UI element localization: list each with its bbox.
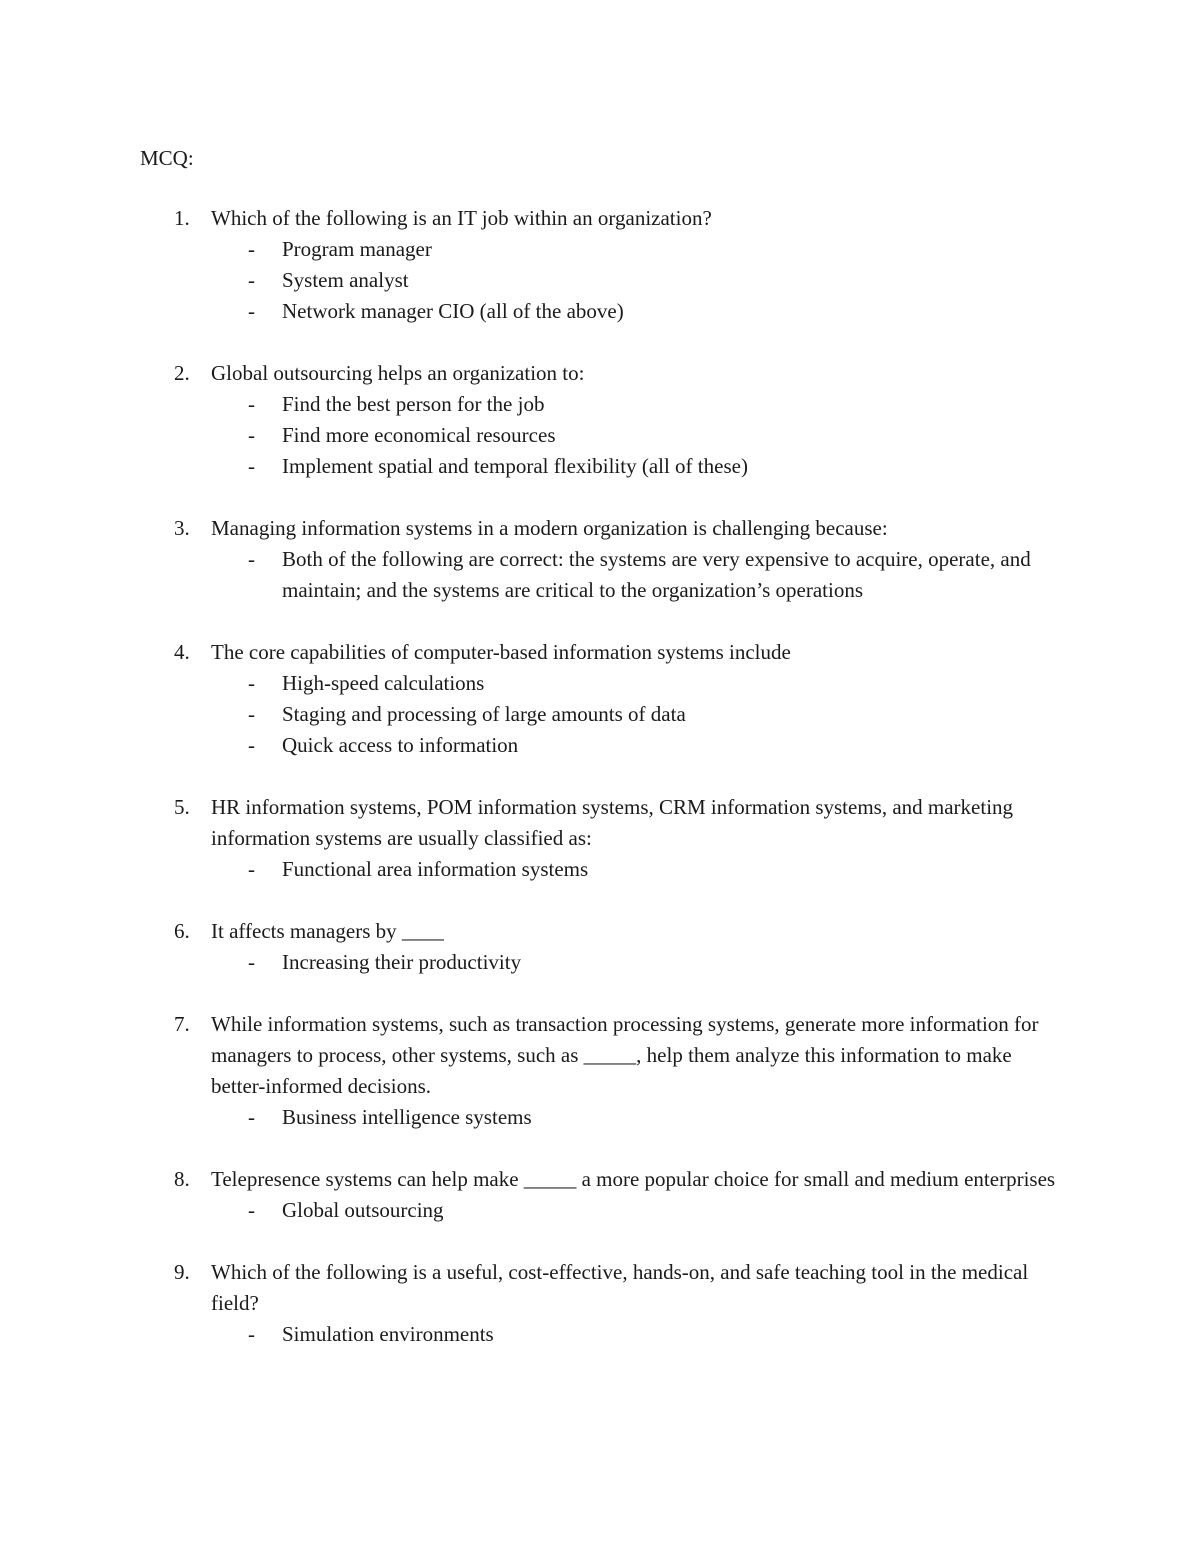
question-text: Telepresence systems can help make _____ a more popular choice for small and medium enterprises — [211, 1167, 1056, 1191]
question-number: 9. — [174, 1260, 190, 1284]
answer-item — [0, 234, 1200, 265]
question-item — [0, 1009, 1200, 1133]
dash-bullet-icon: - — [248, 1322, 255, 1346]
answer-text: Business intelligence systems — [282, 1105, 532, 1129]
answer-item — [0, 730, 1200, 761]
question-item — [0, 916, 1200, 978]
question-item — [0, 203, 1200, 327]
question-text: It affects managers by ____ — [211, 919, 444, 943]
dash-bullet-icon: - — [248, 733, 255, 757]
answer-list — [0, 1319, 1200, 1350]
question-number: 3. — [174, 516, 190, 540]
answer-item — [0, 1195, 1200, 1226]
answer-item — [0, 544, 1200, 606]
answer-item — [0, 265, 1200, 296]
answer-list — [0, 947, 1200, 978]
question-number: 4. — [174, 640, 190, 664]
question-number: 2. — [174, 361, 190, 385]
question-text: The core capabilities of computer-based information systems include — [211, 640, 791, 664]
answer-text: Increasing their productivity — [282, 950, 522, 974]
question-item — [0, 513, 1200, 606]
dash-bullet-icon: - — [248, 547, 255, 571]
question-text: While information systems, such as transaction processing systems, generate more information for managers to process, other systems, such as _____, help them analyze this information to make better-informed decisions. — [211, 1012, 1039, 1098]
dash-bullet-icon: - — [248, 1198, 255, 1222]
answer-text: Functional area information systems — [282, 857, 589, 881]
answer-list — [0, 668, 1200, 761]
answer-text: Global outsourcing — [282, 1198, 444, 1222]
question-list — [0, 203, 1200, 1381]
answer-item — [0, 947, 1200, 978]
dash-bullet-icon: - — [248, 299, 255, 323]
answer-list — [0, 234, 1200, 327]
answer-text: High-speed calculations — [282, 671, 485, 695]
question-text: Which of the following is an IT job within an organization? — [211, 206, 712, 230]
answer-item — [0, 296, 1200, 327]
answer-text: Quick access to information — [282, 733, 519, 757]
question-item — [0, 637, 1200, 761]
question-text: Global outsourcing helps an organization to: — [211, 361, 585, 385]
dash-bullet-icon: - — [248, 237, 255, 261]
question-number: 6. — [174, 919, 190, 943]
answer-item — [0, 699, 1200, 730]
dash-bullet-icon: - — [248, 423, 255, 447]
question-number: 1. — [174, 206, 190, 230]
question-item — [0, 358, 1200, 482]
answer-item — [0, 389, 1200, 420]
answer-text: Network manager CIO (all of the above) — [282, 299, 624, 323]
question-item — [0, 1257, 1200, 1350]
dash-bullet-icon: - — [248, 702, 255, 726]
answer-item — [0, 1102, 1200, 1133]
answer-text: Staging and processing of large amounts of data — [282, 702, 686, 726]
dash-bullet-icon: - — [248, 268, 255, 292]
question-text: Which of the following is a useful, cost-effective, hands-on, and safe teaching tool in the medical field? — [211, 1260, 1029, 1315]
answer-list — [0, 854, 1200, 885]
answer-text: System analyst — [282, 268, 409, 292]
answer-list — [0, 544, 1200, 606]
dash-bullet-icon: - — [248, 392, 255, 416]
answer-text: Find the best person for the job — [282, 392, 545, 416]
answer-item — [0, 1319, 1200, 1350]
question-number: 8. — [174, 1167, 190, 1191]
answer-list — [0, 1102, 1200, 1133]
answer-item — [0, 451, 1200, 482]
dash-bullet-icon: - — [248, 857, 255, 881]
question-number: 7. — [174, 1012, 190, 1036]
question-text: Managing information systems in a modern organization is challenging because: — [211, 516, 888, 540]
question-item — [0, 792, 1200, 885]
dash-bullet-icon: - — [248, 1105, 255, 1129]
dash-bullet-icon: - — [248, 950, 255, 974]
answer-text: Simulation environments — [282, 1322, 494, 1346]
answer-text: Both of the following are correct: the systems are very expensive to acquire, operate, and maintain; and the systems are critical to the organization’s operations — [282, 547, 1031, 602]
answer-list — [0, 389, 1200, 482]
dash-bullet-icon: - — [248, 454, 255, 478]
answer-text: Implement spatial and temporal flexibility (all of these) — [282, 454, 748, 478]
answer-text: Program manager — [282, 237, 432, 261]
answer-item — [0, 854, 1200, 885]
answer-item — [0, 420, 1200, 451]
answer-text: Find more economical resources — [282, 423, 556, 447]
dash-bullet-icon: - — [248, 671, 255, 695]
question-text: HR information systems, POM information systems, CRM information systems, and marketing information systems are usually classified as: — [211, 795, 1014, 850]
document-heading: MCQ: — [140, 146, 194, 170]
answer-list — [0, 1195, 1200, 1226]
question-number: 5. — [174, 795, 190, 819]
question-item — [0, 1164, 1200, 1226]
answer-item — [0, 668, 1200, 699]
